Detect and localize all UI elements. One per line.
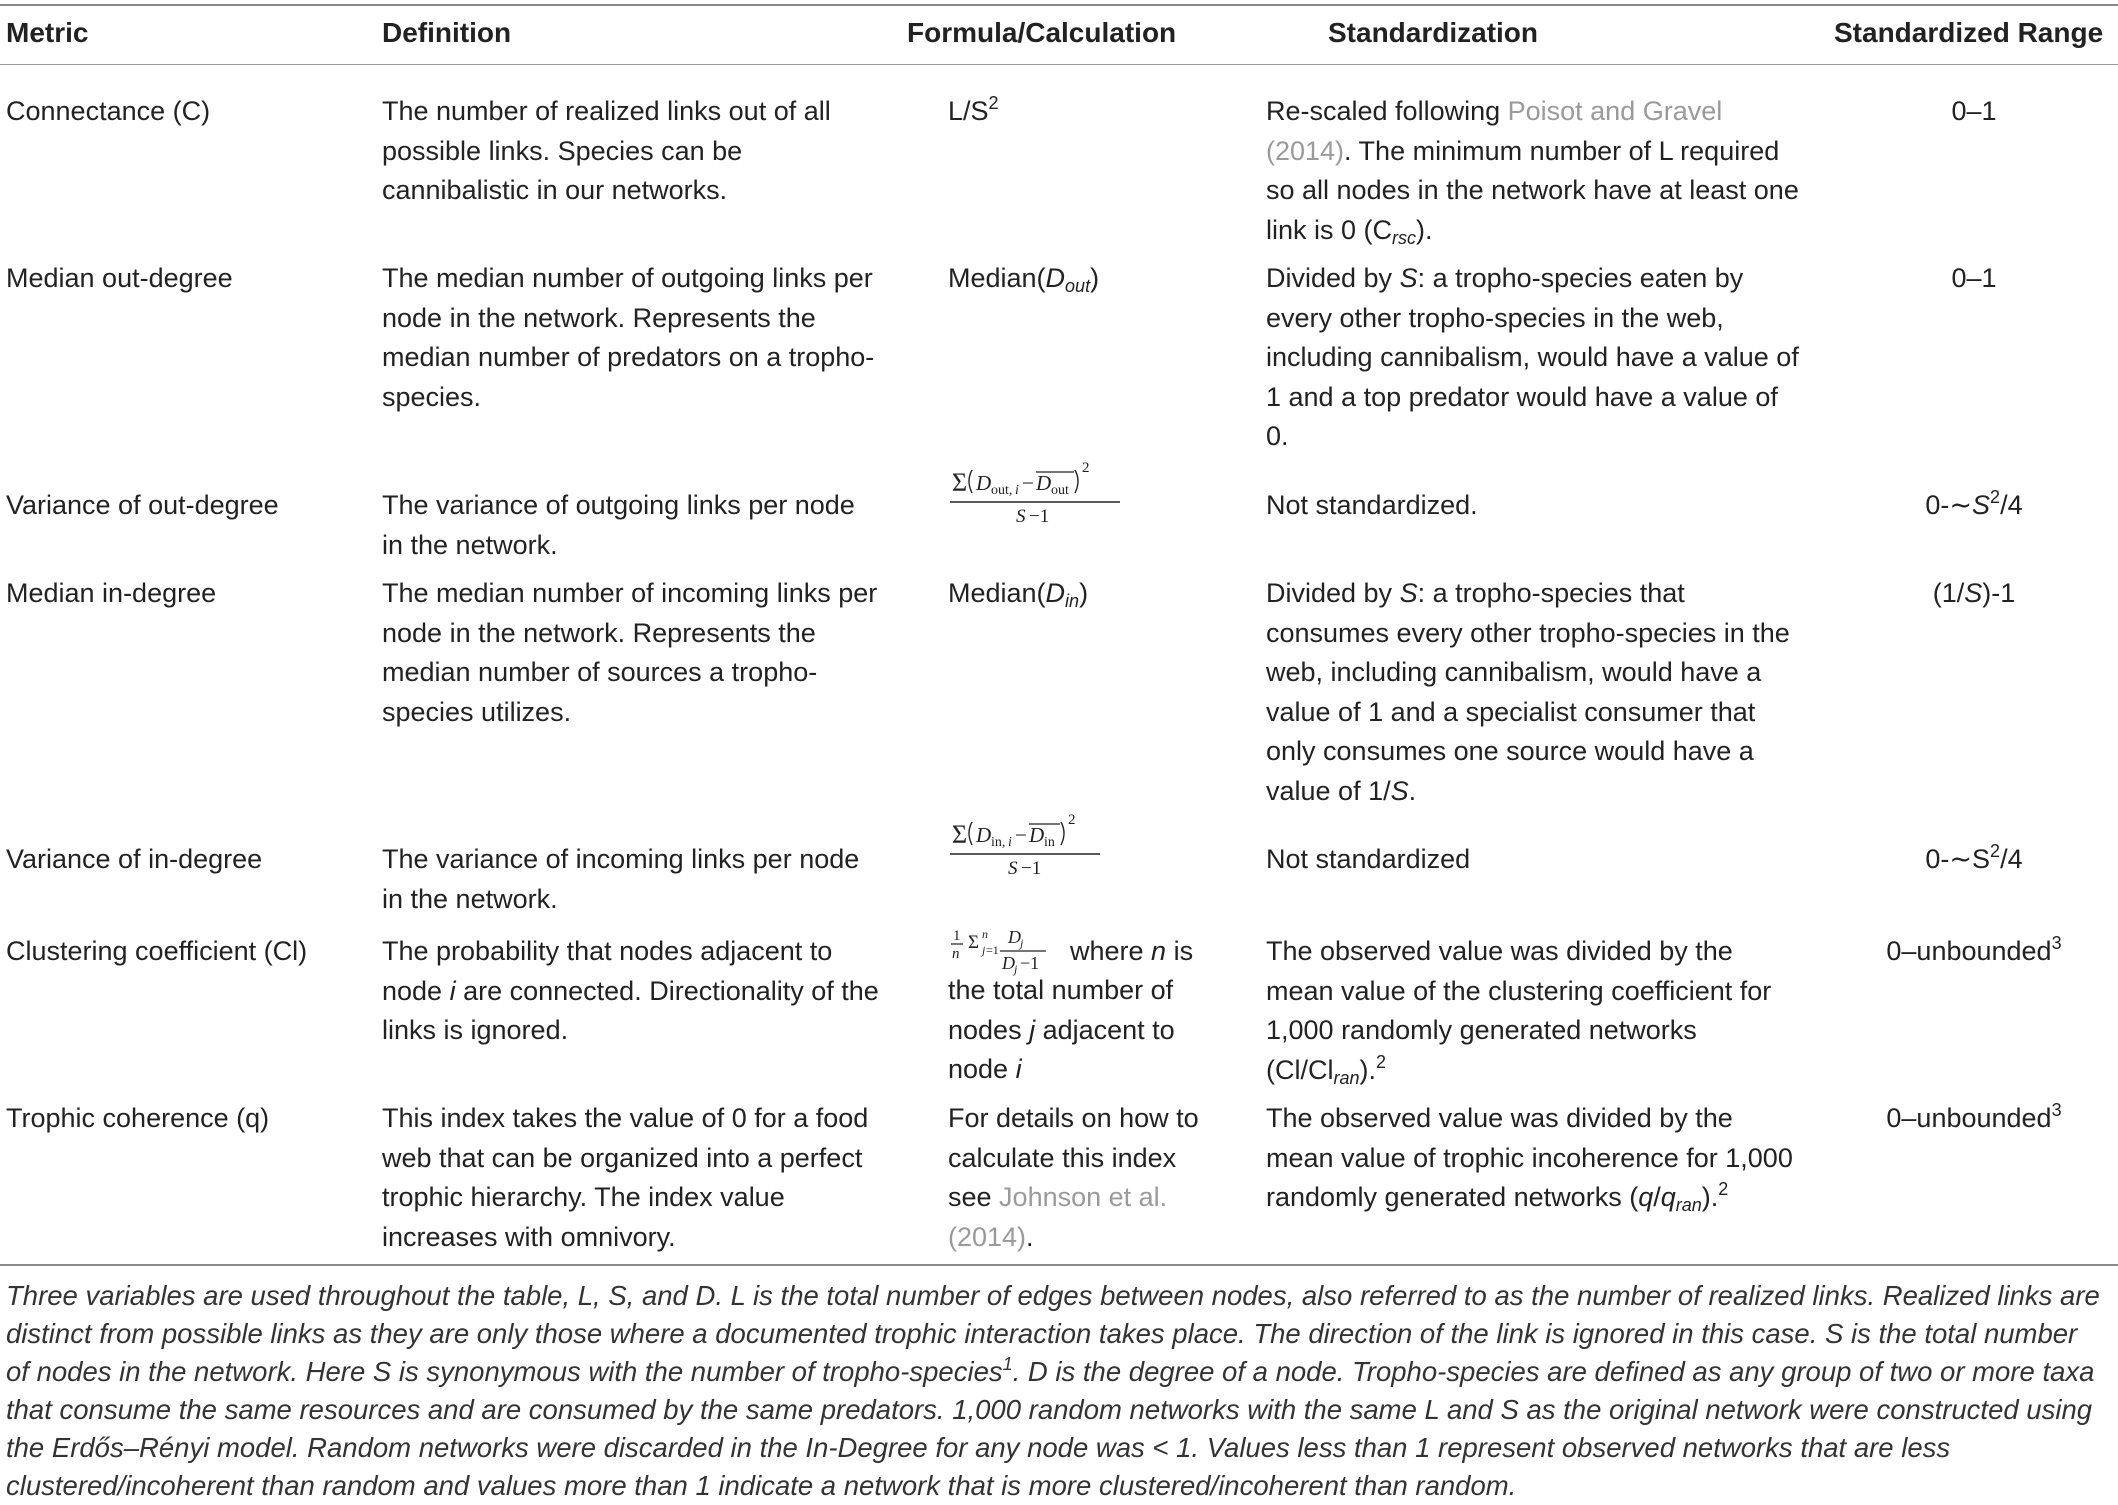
row-trophic-coherence-definition: This index takes the value of 0 for a food web that can be organized into a perfect trophic hierarchy. The index value increases with omnivory. — [382, 1103, 869, 1252]
row-median-out-degree-range: 0–1 — [1951, 263, 1997, 293]
row-clustering-metric: Clustering coefficient (Cl) — [6, 936, 308, 966]
clustering-formula-where-text: where n is — [1070, 936, 1194, 966]
row-variance-out-degree-definition: The variance of outgoing links per node in the network. — [382, 490, 855, 560]
poisot-gravel-citation-link[interactable]: Poisot and Gravel (2014) — [1266, 96, 1723, 166]
svg-text:D: D — [1029, 823, 1045, 847]
svg-text:out,: out, — [991, 483, 1013, 498]
svg-text:−: − — [1022, 471, 1034, 495]
svg-text:D: D — [1002, 953, 1015, 973]
clustering-formula-description: the total number of nodes j adjacent to node i — [948, 975, 1175, 1084]
svg-text:=1: =1 — [986, 943, 999, 957]
svg-text:Σ: Σ — [952, 468, 968, 497]
row-trophic-coherence-standardization: The observed value was divided by the mean value of trophic incoherence for 1,000 randomly generated networks $(q/q_{ran}).^2$ — [1266, 1103, 1793, 1215]
svg-text:2: 2 — [1082, 460, 1090, 476]
svg-text:1: 1 — [953, 928, 961, 944]
svg-text:D: D — [1036, 471, 1052, 495]
row-variance-in-degree-definition: The variance of incoming links per node in the network. — [382, 844, 860, 914]
svg-text:in: in — [1044, 835, 1055, 850]
row-clustering-definition: The probability that nodes adjacent to node i are connected. Directionality of the links is ignored. — [382, 936, 879, 1045]
svg-text:Σ: Σ — [968, 932, 980, 953]
variance-out-degree-formula — [950, 460, 1130, 528]
row-clustering-range: 0–unbounded$^3$ — [1886, 933, 2062, 966]
row-connectance-metric: Connectance (C) — [6, 96, 211, 126]
table-footnote: Three variables are used throughout the table, L, S, and D. L is the total number of edges between nodes, also referred to as the number of realized links. Realized links are distinct from possible links as they are only those where a documented trophic interaction takes place. The direction of the link is ignored in this case. S is the total number of nodes in the network. Here S is synonymous with the number of tropho-species$^1$. D is the degree of a node. Tropho-species are defined as any group of two or more taxa that consume the same resources and are consumed by the same predators. 1,000 random networks with the same L and S as the original network were constructed using the Erdős–Rényi model. Random networks were discarded in the In-Degree for any node was < 1. Values less than 1 represent observed networks that are less clustered/incoherent than random and values more than 1 indicate a network that is more clustered/incoherent than random. — [6, 1280, 2100, 1501]
header-formula: Formula/Calculation — [907, 17, 1177, 48]
svg-text:j: j — [982, 943, 986, 957]
row-median-in-degree-metric: Median in-degree — [6, 578, 217, 608]
svg-text:D: D — [976, 471, 992, 495]
row-median-in-degree-definition: The median number of incoming links per node in the network. Represents the median number of sources a tropho-species utilizes. — [382, 578, 878, 727]
header-range: Standardized Range — [1834, 17, 2104, 48]
row-connectance-range: 0–1 — [1951, 96, 1997, 126]
row-clustering-standardization: The observed value was divided by the mean value of the clustering coefficient for 1,000 randomly generated networks $(Cl/Cl_{ran}).^2$ — [1266, 936, 1772, 1088]
svg-text:i: i — [1008, 835, 1012, 850]
row-connectance-standardization: Re-scaled following Poisot and Gravel (2014). The minimum number of L required so all nodes in the network have at least one link is 0 $(C_{rsc})$. — [1266, 96, 1799, 248]
svg-text:D: D — [1008, 927, 1021, 947]
header-standardization: Standardization — [1328, 17, 1539, 48]
svg-text:j: j — [1014, 962, 1018, 976]
row-variance-out-degree-metric: Variance of out-degree — [6, 490, 279, 520]
svg-text:D: D — [976, 823, 992, 847]
row-median-out-degree-standardization: Divided by S: a tropho-species eaten by every other tropho-species in the web, including cannibalism, would have a value of 1 and a top predator would have a value of 0. — [1266, 263, 1799, 451]
row-variance-in-degree-standardization: Not standardized — [1266, 844, 1471, 874]
svg-text:in,: in, — [991, 835, 1006, 850]
row-median-in-degree-formula: $Median(D_{in})$ — [948, 578, 1089, 611]
row-median-out-degree-metric: Median out-degree — [6, 263, 233, 293]
svg-text:n: n — [952, 946, 960, 962]
header-definition: Definition — [382, 17, 512, 48]
row-median-in-degree-standardization: Divided by S: a tropho-species that consumes every other tropho-species in the web, including cannibalism, would have a value of 1 and a specialist consumer that only consumes one source would have a value of 1/S. — [1266, 578, 1790, 806]
row-median-out-degree-formula: $Median(D_{out})$ — [948, 263, 1100, 296]
svg-text:S: S — [1008, 858, 1018, 879]
svg-text:−1: −1 — [1021, 858, 1042, 879]
table-bottom-rule — [0, 1264, 2118, 1266]
row-median-in-degree-range: (1/S)-1 — [1932, 578, 2016, 608]
row-variance-in-degree-metric: Variance of in-degree — [6, 844, 263, 874]
row-trophic-coherence-formula: For details on how to calculate this index see Johnson et al. (2014). — [948, 1103, 1199, 1252]
row-trophic-coherence-metric: Trophic coherence (q) — [6, 1103, 270, 1133]
svg-text:2: 2 — [1068, 812, 1076, 828]
svg-text:−1: −1 — [1029, 506, 1050, 527]
row-connectance-definition: The number of realized links out of all possible links. Species can be cannibalistic in our networks. — [382, 96, 831, 205]
svg-text:S: S — [1016, 506, 1026, 527]
row-variance-out-degree-range: $0-\sim S^2/4$ — [1925, 487, 2023, 520]
svg-text:−: − — [1015, 823, 1027, 847]
header-rule — [0, 64, 2118, 65]
header-metric: Metric — [6, 17, 89, 48]
row-variance-in-degree-range: $0-\sim S^2/4$ — [1925, 841, 2023, 874]
svg-text:n: n — [982, 927, 988, 941]
row-connectance-formula: $L/S^2$ — [948, 93, 999, 126]
row-variance-out-degree-standardization: Not standardized. — [1266, 490, 1478, 520]
variance-in-degree-formula — [950, 812, 1120, 880]
svg-text:out: out — [1051, 483, 1069, 498]
table-top-rule — [0, 4, 2118, 6]
svg-text:−1: −1 — [1020, 953, 1040, 973]
svg-text:j: j — [1020, 936, 1024, 950]
row-trophic-coherence-range: 0–unbounded$^3$ — [1886, 1100, 2062, 1133]
row-median-out-degree-definition: The median number of outgoing links per node in the network. Represents the median number of predators on a tropho-species. — [382, 263, 875, 412]
svg-text:Σ: Σ — [952, 820, 968, 849]
svg-text:i: i — [1015, 483, 1019, 498]
johnson-citation-link[interactable]: Johnson et al. (2014) — [948, 1182, 1168, 1252]
